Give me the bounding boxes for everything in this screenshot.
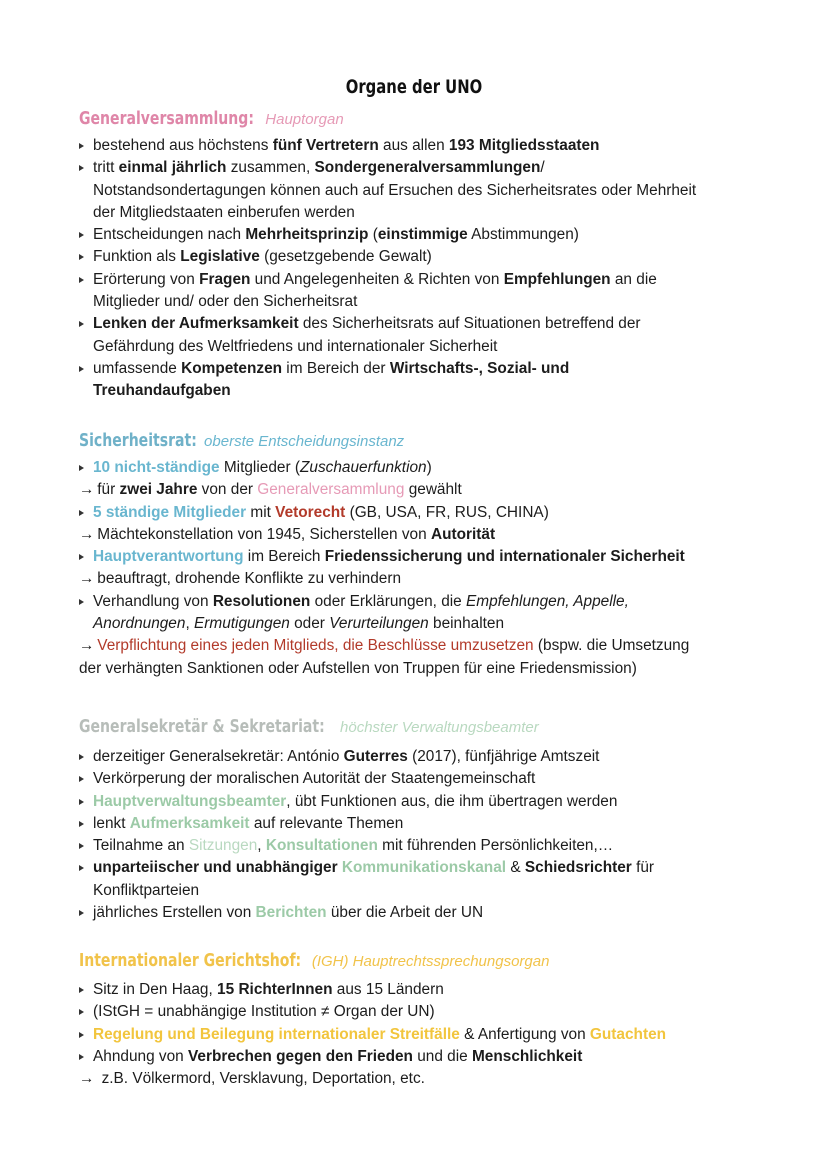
- list-item-continuation: der verhängten Sanktionen oder Aufstellen von Truppen für eine Friedensmission): [79, 659, 637, 677]
- heading-security-council: Sicherheitsrat:: [79, 430, 197, 451]
- bullet-icon: [79, 277, 84, 283]
- section-heading: [79, 430, 769, 454]
- bullet-icon: [79, 554, 84, 560]
- arrow-right-icon: →: [79, 481, 95, 499]
- list-item: Erörterung von Fragen und Angelegenheiten & Richten von Empfehlungen an die: [79, 269, 769, 291]
- bullet-icon: [79, 366, 84, 372]
- bullet-icon: [79, 232, 84, 238]
- list-item: jährliches Erstellen von Berichten über die Arbeit der UN: [79, 902, 769, 924]
- list-item-continuation: Konfliktparteien: [93, 881, 200, 899]
- bullet-icon: [79, 1054, 84, 1060]
- section-heading: [79, 108, 769, 132]
- heading-secretariat: Generalsekretär & Sekretariat:: [79, 716, 325, 737]
- list-item-continuation: der Mitgliedstaaten einberufen werden: [93, 203, 355, 221]
- list-item: tritt einmal jährlich zusammen, Sondergeneralversammlungen/: [79, 157, 769, 179]
- list-item: Verhandlung von Resolutionen oder Erklärungen, die Empfehlungen, Appelle,: [79, 591, 769, 613]
- page-title: Organe der UNO: [345, 76, 483, 98]
- list-item: → Mächtekonstellation von 1945, Sicherstellen von Autorität: [79, 524, 769, 546]
- bullet-icon: [79, 821, 84, 827]
- bullet-icon: [79, 799, 84, 805]
- list-item: bestehend aus höchstens fünf Vertretern aus allen 193 Mitgliedsstaaten: [79, 135, 769, 157]
- bullet-icon: [79, 843, 84, 849]
- list-item-continuation: Anordnungen, Ermutigungen oder Verurteilungen beinhalten: [93, 615, 505, 633]
- arrow-right-icon: →: [79, 637, 95, 655]
- section-general-assembly: [79, 108, 769, 403]
- bullet-icon: [79, 910, 84, 916]
- bullet-icon: [79, 754, 84, 760]
- heading-general-assembly: Generalversammlung:: [79, 108, 254, 129]
- arrow-right-icon: →: [79, 525, 95, 543]
- list-item-continuation: Mitglieder und/ oder den Sicherheitsrat: [93, 293, 358, 311]
- bullet-icon: [79, 987, 84, 993]
- list-item: 5 ständige Mitglieder mit Vetorecht (GB, USA, FR, RUS, CHINA): [79, 502, 769, 524]
- subtitle-general-assembly: Hauptorgan: [265, 111, 344, 128]
- bullet-icon: [79, 865, 84, 871]
- list-item: Sitz in Den Haag, 15 RichterInnen aus 15 Ländern: [79, 979, 769, 1001]
- list-item-continuation: Gefährdung des Weltfriedens und internationaler Sicherheit: [93, 337, 498, 355]
- bullet-icon: [79, 465, 84, 471]
- arrow-right-icon: →: [79, 570, 95, 588]
- bullet-icon: [79, 165, 84, 171]
- list-item: Lenken der Aufmerksamkeit des Sicherheitsrats auf Situationen betreffend der: [79, 313, 769, 335]
- bullet-icon: [79, 1009, 84, 1015]
- list-item: (IStGH = unabhängige Institution ≠ Organ der UN): [79, 1001, 769, 1023]
- bullet-icon: [79, 776, 84, 782]
- bullet-icon: [79, 143, 84, 149]
- arrow-right-icon: →: [79, 1070, 95, 1088]
- list-item: Teilnahme an Sitzungen, Konsultationen mit führenden Persönlichkeiten,…: [79, 835, 769, 857]
- list-item: umfassende Kompetenzen im Bereich der Wirtschafts-, Sozial- und: [79, 358, 769, 380]
- section-secretariat: [79, 716, 769, 924]
- list-item: → z.B. Völkermord, Versklavung, Deportation, etc.: [79, 1068, 769, 1090]
- bullet-icon: [79, 1032, 84, 1038]
- subtitle-security-council: oberste Entscheidungsinstanz: [204, 433, 405, 450]
- section-security-council: [79, 430, 769, 680]
- list-item: derzeitiger Generalsekretär: António Guterres (2017), fünfjährige Amtszeit: [79, 746, 769, 768]
- heading-court: Internationaler Gerichtshof:: [79, 950, 302, 971]
- bullet-icon: [79, 254, 84, 260]
- list-item: lenkt Aufmerksamkeit auf relevante Themen: [79, 813, 769, 835]
- section-court: [79, 950, 769, 1090]
- list-item: Regelung und Beilegung internationaler Streitfälle & Anfertigung von Gutachten: [79, 1024, 769, 1046]
- subtitle-court: (IGH) Hauptrechtssprechungsorgan: [311, 953, 550, 970]
- list-item: unparteiischer und unabhängiger Kommunikationskanal & Schiedsrichter für: [79, 857, 769, 879]
- list-item: Hauptverantwortung im Bereich Friedenssicherung und internationaler Sicherheit: [79, 546, 769, 568]
- list-item: Funktion als Legislative (gesetzgebende Gewalt): [79, 246, 769, 268]
- bullet-icon: [79, 599, 84, 605]
- list-item: → beauftragt, drohende Konflikte zu verhindern: [79, 568, 769, 590]
- list-item: → für zwei Jahre von der Generalversammlung gewählt: [79, 479, 769, 501]
- section-heading: [79, 716, 769, 740]
- list-item: 10 nicht-ständige Mitglieder (Zuschauerfunktion): [79, 457, 769, 479]
- list-item-continuation: Notstandsondertagungen können auch auf Ersuchen des Sicherheitsrates oder Mehrheit: [93, 181, 697, 199]
- list-item: → Verpflichtung eines jeden Mitglieds, die Beschlüsse umzusetzen (bspw. die Umsetzung: [79, 635, 769, 657]
- list-item: Entscheidungen nach Mehrheitsprinzip (einstimmige Abstimmungen): [79, 224, 769, 246]
- bullet-icon: [79, 321, 84, 327]
- section-heading: [79, 950, 769, 974]
- list-item: Ahndung von Verbrechen gegen den Frieden und die Menschlichkeit: [79, 1046, 769, 1068]
- list-item: Hauptverwaltungsbeamter, übt Funktionen aus, die ihm übertragen werden: [79, 791, 769, 813]
- subtitle-secretariat: höchster Verwaltungsbeamter: [340, 719, 539, 736]
- bullet-icon: [79, 510, 84, 516]
- list-item: Verkörperung der moralischen Autorität der Staatengemeinschaft: [79, 768, 769, 790]
- list-item-continuation: Treuhandaufgaben: [93, 382, 231, 400]
